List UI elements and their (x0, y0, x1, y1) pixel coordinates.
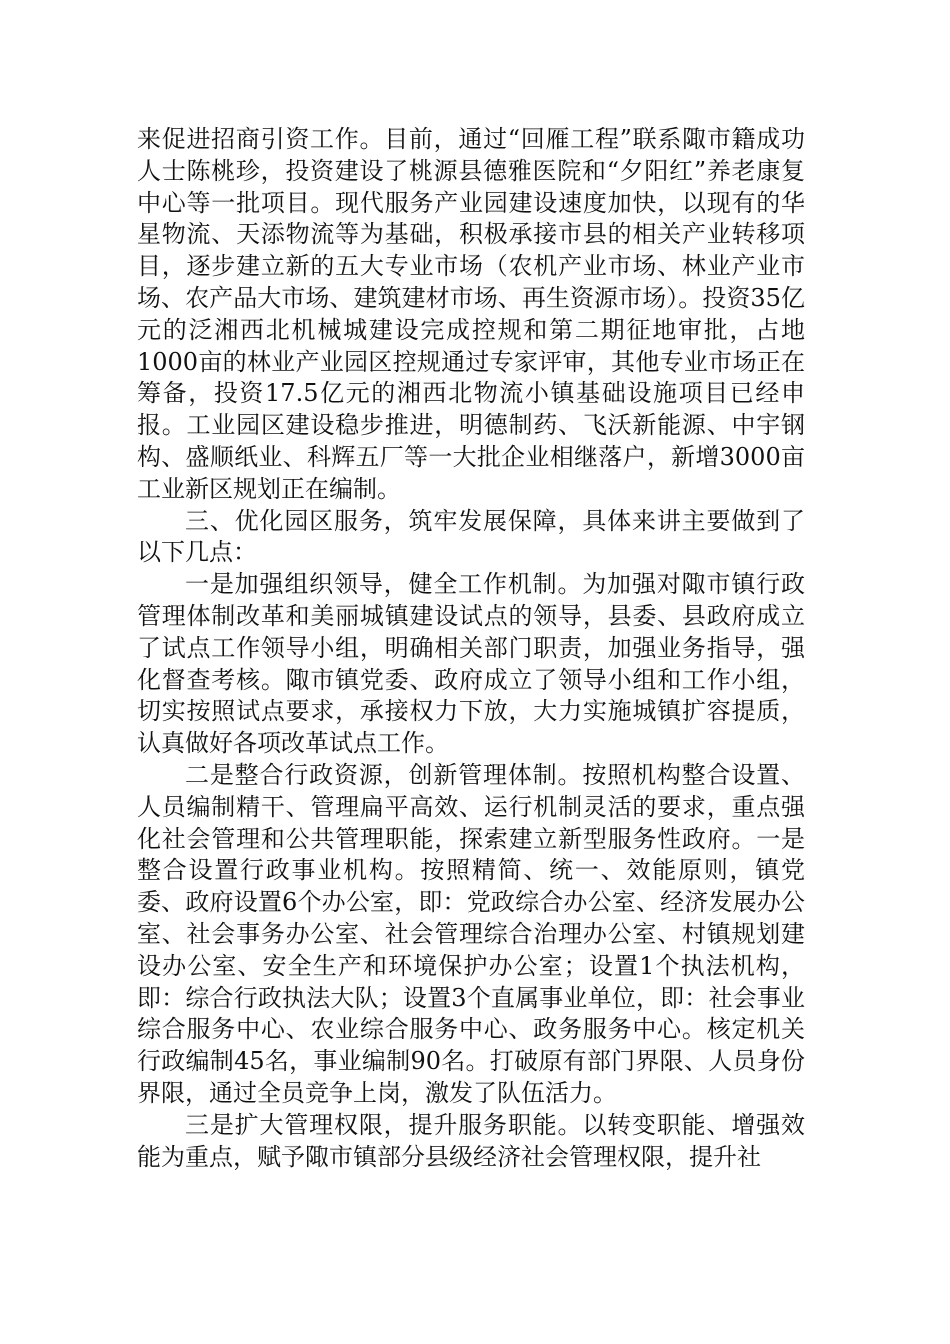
paragraph-management-authority: 三是扩大管理权限，提升服务职能。以转变职能、增强效能为重点，赋予陬市镇部分县级经济社会管理权限，提升社 (137, 1110, 805, 1171)
paragraph-organization-leadership: 一是加强组织领导，健全工作机制。为加强对陬市镇行政管理体制改革和美丽城镇建设试点的领导，县委、县政府成立了试点工作领导小组，明确相关部门职责，加强业务指导，强化督查考核。陬市镇党委、政府成立了领导小组和工作小组，切实按照试点要求，承接权力下放，大力实施城镇扩容提质，认真做好各项改革试点工作。 (137, 570, 805, 758)
paragraph-administrative-resources: 二是整合行政资源，创新管理体制。按照机构整合设置、人员编制精干、管理扁平高效、运行机制灵活的要求，重点强化社会管理和公共管理职能，探索建立新型服务性政府。一是整合设置行政事业机构。按照精简、统一、效能原则，镇党委、政府设置6个办公室，即：党政综合办公室、经济发展办公室、社会事务办公室、社会管理综合治理办公室、村镇规划建设办公室、安全生产和环境保护办公室；设置1个执法机构，即：综合行政执法大队；设置3个直属事业单位，即：社会事业综合服务中心、农业综合服务中心、政务服务中心。核定机关行政编制45名，事业编制90名。打破原有部门界限、人员身份界限，通过全员竞争上岗，激发了队伍活力。 (137, 760, 805, 1107)
document-body (137, 124, 805, 1173)
paragraph-section-three-heading: 三、优化园区服务，筑牢发展保障，具体来讲主要做到了以下几点： (137, 506, 805, 567)
paragraph-investment-projects: 来促进招商引资工作。目前，通过“回雁工程”联系陬市籍成功人士陈桃珍，投资建设了桃源县德雅医院和“夕阳红”养老康复中心等一批项目。现代服务产业园建设速度加快，以现有的华星物流、天添物流等为基础，积极承接市县的相关产业转移项目，逐步建立新的五大专业市场（农机产业市场、林业产业市场、农产品大市场、建筑建材市场、再生资源市场）。投资35亿元的泛湘西北机械城建设完成控规和第二期征地审批，占地1000亩的林业产业园区控规通过专家评审，其他专业市场正在筹备，投资17.5亿元的湘西北物流小镇基础设施项目已经申报。工业园区建设稳步推进，明德制药、飞沃新能源、中宇钢构、盛顺纸业、科辉五厂等一大批企业相继落户，新增3000亩工业新区规划正在编制。 (137, 125, 805, 503)
